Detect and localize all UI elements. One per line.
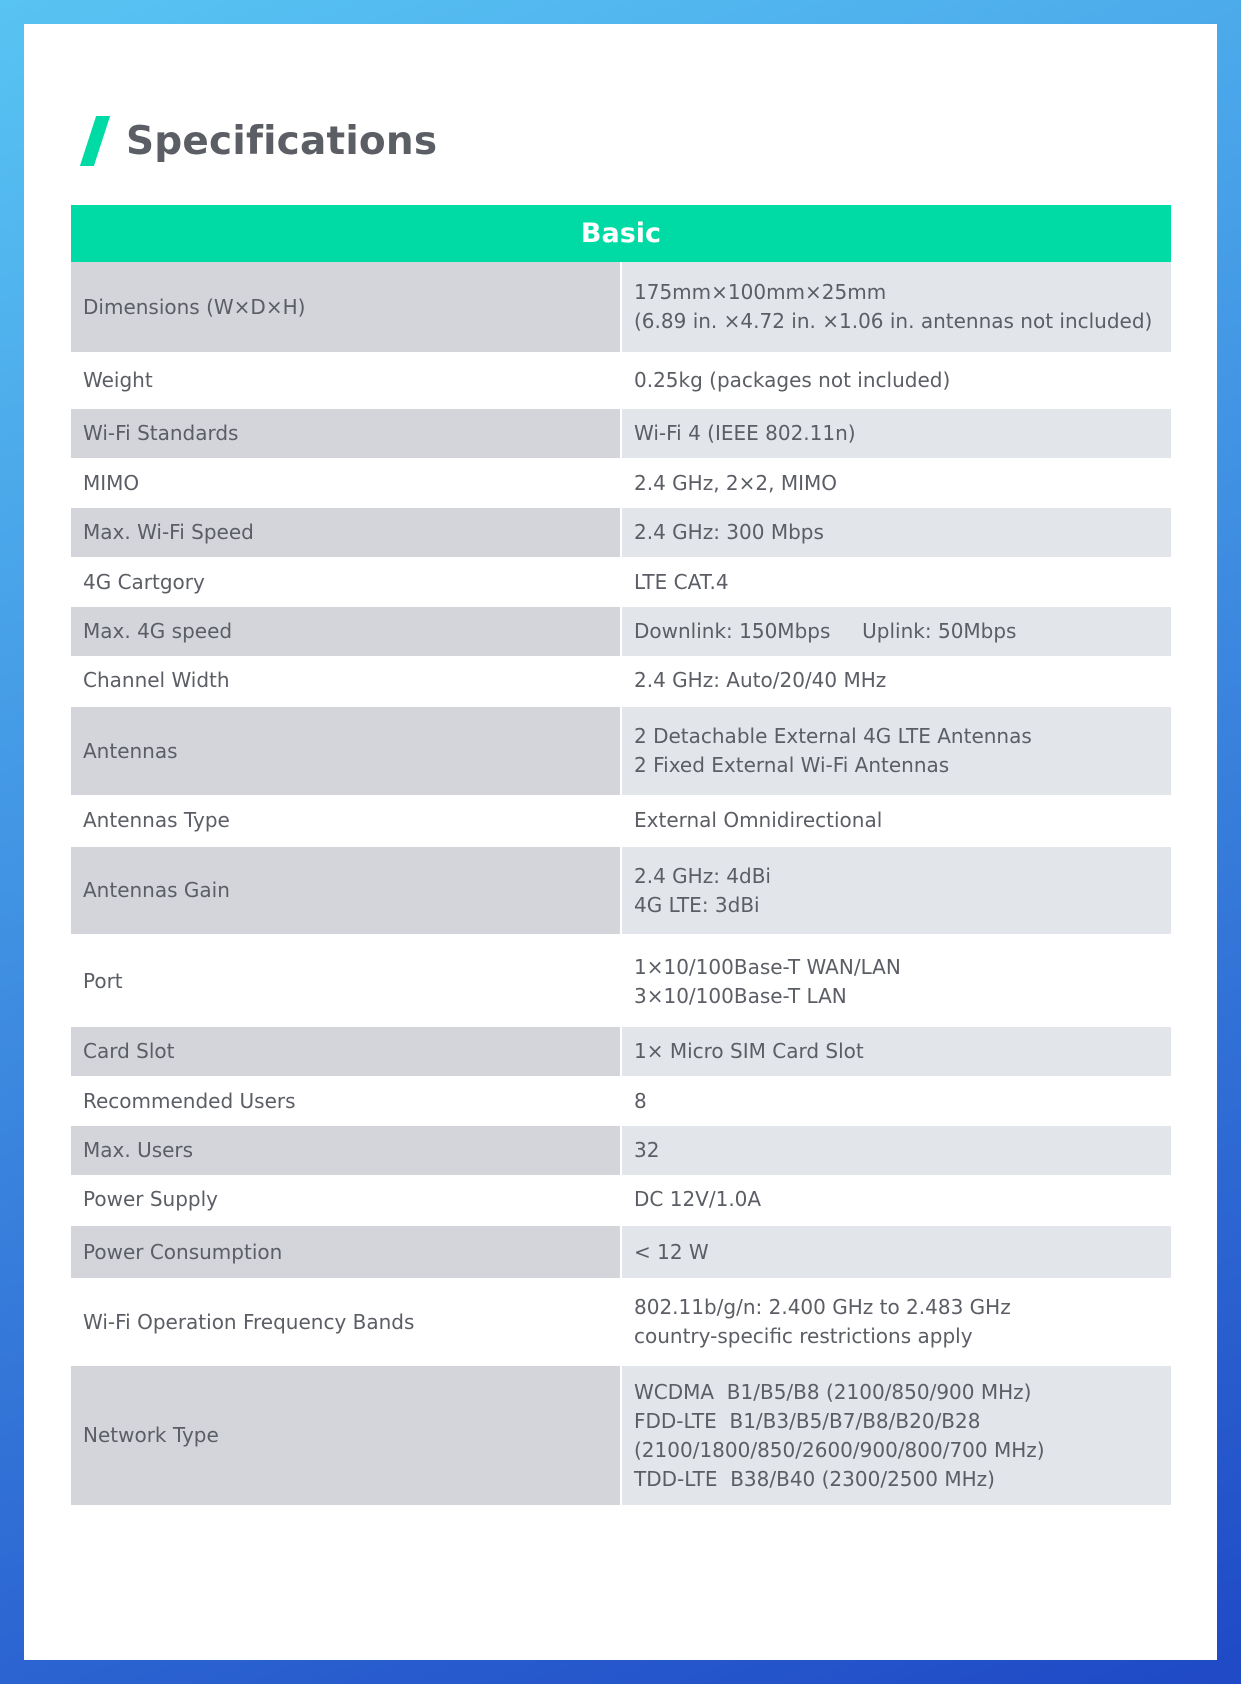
spec-value-line: 8 <box>634 1088 647 1113</box>
spec-label: Antennas Gain <box>71 846 621 935</box>
spec-label: Max. 4G speed <box>71 607 621 656</box>
spec-label: MIMO <box>71 458 621 508</box>
table-row <box>71 1175 1171 1225</box>
spec-label: Channel Width <box>71 656 621 706</box>
spec-value-line: 802.11b/g/n: 2.400 GHz to 2.483 GHz <box>634 1295 1011 1319</box>
table-row <box>71 935 1171 1027</box>
spec-label: Weight <box>71 352 621 409</box>
spec-value-line: 2 Fixed External Wi-Fi Antennas <box>634 753 950 777</box>
spec-value <box>621 1126 1171 1175</box>
table-row <box>71 1225 1171 1278</box>
spec-value <box>621 1175 1171 1225</box>
spec-value <box>621 1366 1171 1505</box>
spec-label: Port <box>71 935 621 1027</box>
spec-value <box>621 846 1171 935</box>
spec-value-line: 3×10/100Base-T LAN <box>634 983 847 1008</box>
table-row <box>71 262 1171 352</box>
section-header: Basic <box>71 205 1171 262</box>
spec-value-line: WCDMA B1/B5/B8 (2100/850/900 MHz) <box>634 1379 1032 1404</box>
spec-value-line: DC 12V/1.0A <box>634 1187 762 1211</box>
table-row <box>71 706 1171 795</box>
spec-value <box>621 656 1171 706</box>
spec-label: Network Type <box>71 1366 621 1505</box>
spec-value-line: 2.4 GHz: 4dBi <box>634 863 771 888</box>
spec-value-line: < 12 W <box>634 1239 709 1264</box>
spec-value <box>621 935 1171 1027</box>
spec-label: Power Supply <box>71 1175 621 1225</box>
table-row <box>71 656 1171 706</box>
spec-value <box>621 262 1171 352</box>
table-row <box>71 352 1171 409</box>
table-row <box>71 1278 1171 1366</box>
spec-value-line: External Omnidirectional <box>634 807 883 832</box>
spec-value <box>621 607 1171 656</box>
table-row <box>71 846 1171 935</box>
spec-sheet <box>24 24 1217 1660</box>
spec-label: 4G Cartgory <box>71 557 621 607</box>
spec-value-line: 32 <box>634 1138 660 1162</box>
spec-value-line: 2.4 GHz, 2×2, MIMO <box>634 470 837 495</box>
table-row <box>71 1126 1171 1175</box>
table-row <box>71 1076 1171 1126</box>
spec-value-line: 2.4 GHz: Auto/20/40 MHz <box>634 668 887 692</box>
spec-label: Antennas <box>71 706 621 795</box>
spec-value <box>621 1027 1171 1076</box>
table-row <box>71 607 1171 656</box>
spec-label: Card Slot <box>71 1027 621 1076</box>
spec-value <box>621 352 1171 409</box>
spec-value-line: Wi-Fi 4 (IEEE 802.11n) <box>634 421 856 445</box>
table-row <box>71 409 1171 458</box>
spec-value <box>621 1076 1171 1126</box>
spec-value-line: FDD-LTE B1/B3/B5/B7/B8/B20/B28 (2100/1800/850/2600/900/800/700 MHz) <box>634 1408 1045 1462</box>
accent-slash-icon <box>80 116 110 166</box>
spec-label: Wi-Fi Operation Frequency Bands <box>71 1278 621 1366</box>
spec-value-line: (6.89 in. ×4.72 in. ×1.06 in. antennas not included) <box>634 309 1153 333</box>
spec-value <box>621 706 1171 795</box>
spec-value <box>621 458 1171 508</box>
spec-value-line: 4G LTE: 3dBi <box>634 892 760 917</box>
spec-label: Power Consumption <box>71 1225 621 1278</box>
spec-label: Wi-Fi Standards <box>71 409 621 458</box>
spec-value-line: 2.4 GHz: 300 Mbps <box>634 520 824 544</box>
table-row <box>71 795 1171 846</box>
spec-label: Max. Wi-Fi Speed <box>71 508 621 557</box>
spec-value-line: TDD-LTE B38/B40 (2300/2500 MHz) <box>634 1466 995 1491</box>
spec-value-line: 1×10/100Base-T WAN/LAN <box>634 954 901 979</box>
page-title: Specifications <box>126 118 438 164</box>
title-block <box>88 116 437 166</box>
spec-value <box>621 795 1171 846</box>
spec-table <box>71 205 1171 1505</box>
table-row <box>71 1366 1171 1505</box>
spec-value-line: 175mm×100mm×25mm <box>634 280 887 304</box>
spec-label: Dimensions (W×D×H) <box>71 262 621 352</box>
spec-value-line: 0.25kg (packages not included) <box>634 368 951 392</box>
spec-table-body <box>71 262 1171 1505</box>
spec-value <box>621 1278 1171 1366</box>
spec-value <box>621 508 1171 557</box>
spec-label: Recommended Users <box>71 1076 621 1126</box>
spec-value <box>621 557 1171 607</box>
spec-value-line: country-specific restrictions apply <box>634 1324 973 1348</box>
table-row <box>71 458 1171 508</box>
spec-value-line: 2 Detachable External 4G LTE Antennas <box>634 724 1032 748</box>
spec-value <box>621 409 1171 458</box>
spec-value-line: LTE CAT.4 <box>634 569 729 594</box>
table-row <box>71 508 1171 557</box>
spec-value-line: 1× Micro SIM Card Slot <box>634 1039 864 1063</box>
spec-value <box>621 1225 1171 1278</box>
spec-label: Antennas Type <box>71 795 621 846</box>
spec-label: Max. Users <box>71 1126 621 1175</box>
table-row <box>71 1027 1171 1076</box>
spec-value-line: Downlink: 150Mbps Uplink: 50Mbps <box>634 619 1017 643</box>
table-row <box>71 557 1171 607</box>
